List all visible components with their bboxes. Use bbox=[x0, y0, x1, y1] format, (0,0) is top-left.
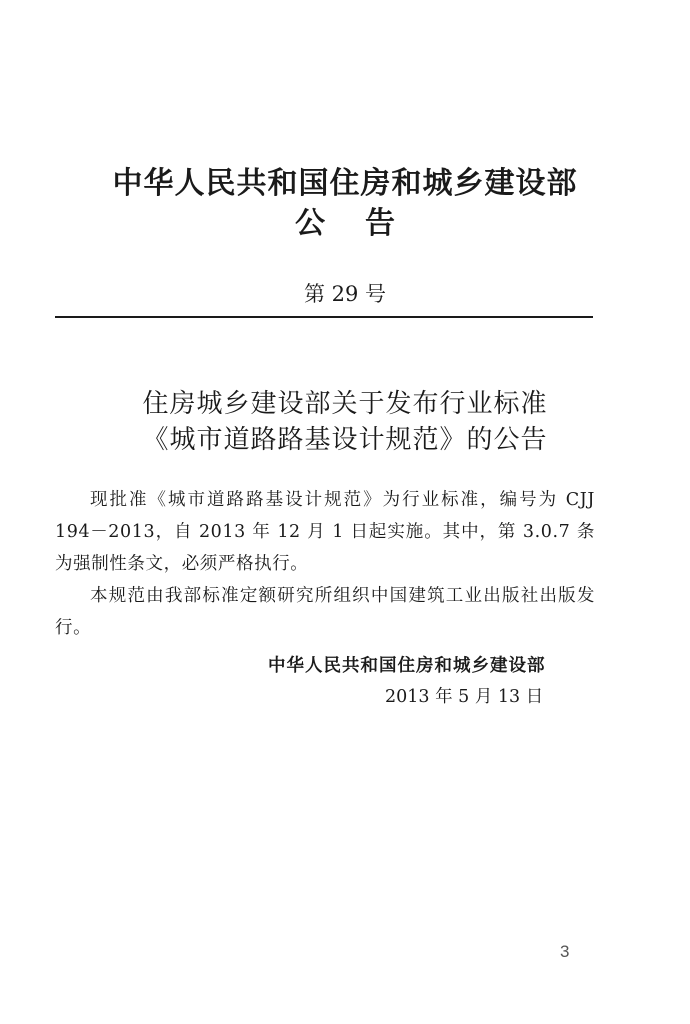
ministry-title: 中华人民共和国住房和城乡建设部 bbox=[112, 166, 578, 201]
announcement-title: 公告 bbox=[295, 206, 435, 241]
body-paragraph-1: 现批准《城市道路路基设计规范》为行业标准，编号为 CJJ 194－2013，自 2013 年 12 月 1 日起实施。其中，第 3.0.7 条为强制性条文，必须严格执行。 bbox=[55, 490, 595, 574]
body-paragraph-2: 本规范由我部标准定额研究所组织中国建筑工业出版社出版发行。 bbox=[55, 586, 595, 638]
signature-date: 2013 年 5 月 13 日 bbox=[385, 687, 544, 707]
announcement-number: 第 29 号 bbox=[303, 282, 387, 306]
header-divider bbox=[55, 316, 593, 318]
notice-title-line-2: 《城市道路路基设计规范》的公告 bbox=[142, 425, 548, 455]
notice-title-line-1: 住房城乡建设部关于发布行业标准 bbox=[142, 389, 548, 419]
notice-body bbox=[55, 484, 595, 644]
signature-organization: 中华人民共和国住房和城乡建设部 bbox=[268, 656, 546, 676]
page-number: 3 bbox=[560, 942, 570, 961]
